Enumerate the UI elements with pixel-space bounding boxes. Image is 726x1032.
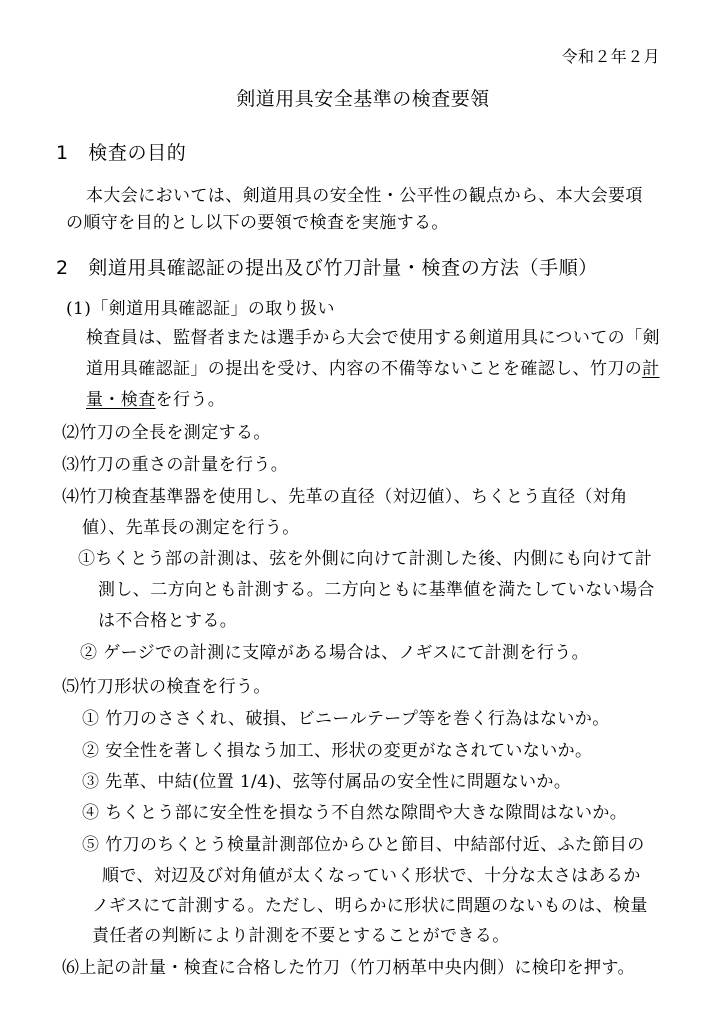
item1-title: (1)「剣道用具確認証」の取り扱い xyxy=(66,299,335,319)
item3-text: ⑶竹刀の重さの計量を行う。 xyxy=(62,455,289,475)
item4-sub2-line: ② ゲージでの計測に支障がある場合は、ノギスにて計測を行う。 xyxy=(80,643,590,663)
section2-heading: 2 剣道用具確認証の提出及び竹刀計量・検査の方法（手順） xyxy=(56,257,598,279)
item5-sub-line: 責任者の判断により計測を不要とすることができる。 xyxy=(92,926,510,946)
item5-sub-line: 順で、対辺及び対角値が太くなっていく形状で、十分な太さはあるか xyxy=(102,866,641,886)
item4-text-line: ⑷竹刀検査基準器を使用し、先革の直径（対辺値）、ちくとう直径（対角 xyxy=(62,487,628,507)
item1-text-line: 検査員は、監督者または選手から大会で使用する剣道用具についての「剣 xyxy=(86,328,660,348)
item5-text: ⑸竹刀形状の検査を行う。 xyxy=(62,677,271,697)
item4-sub1-line: ①ちくとう部の計測は、弦を外側に向けて計測した後、内側にも向けて計 xyxy=(78,549,653,569)
item5-sub-line: ノギスにて計測する。ただし、明らかに形状に問題のないものは、検量 xyxy=(92,896,648,916)
item5-sub-line: ⑤ 竹刀のちくとう検量計測部位からひと節目、中結部付近、ふた節目の xyxy=(82,835,645,855)
item5-sub-line: ② 安全性を著しく損なう加工、形状の変更がなされていないか。 xyxy=(82,741,593,761)
item6-text: ⑹上記の計量・検査に合格した竹刀（竹刀柄革中央内側）に検印を押す。 xyxy=(62,958,635,978)
item5-sub-line: ① 竹刀のささくれ、破損、ビニールテープ等を巻く行為はないか。 xyxy=(82,709,610,729)
item5-sub-line: ④ ちくとう部に安全性を損なう不自然な隙間や大きな隙間はないか。 xyxy=(82,803,628,823)
document-title: 剣道用具安全基準の検査要領 xyxy=(236,88,490,110)
item1-underlined-text: 量・検査 xyxy=(86,390,156,410)
document-date: 令和２年２月 xyxy=(561,47,660,66)
section1-heading: 1 検査の目的 xyxy=(56,142,187,164)
item5-sub-line: ③ 先革、中結(位置 1/4)、弦等付属品の安全性に問題ないか。 xyxy=(82,772,572,792)
section1-text-line: 本大会においては、剣道用具の安全性・公平性の観点から、本大会要項 xyxy=(86,186,643,206)
item4-sub1-line: 測し、二方向とも計測する。二方向ともに基準値を満たしていない場合 xyxy=(98,580,655,600)
item4-sub1-line: は不合格とする。 xyxy=(98,611,238,631)
item1-text-line xyxy=(86,389,225,411)
item2-text: ⑵竹刀の全長を測定する。 xyxy=(62,423,271,443)
item1-text-line xyxy=(86,358,660,380)
item1-underlined-text: 計 xyxy=(642,359,660,379)
item1-text-segment: を行う。 xyxy=(155,390,226,410)
section1-text-line: の順守を目的とし以下の要領で検査を実施する。 xyxy=(66,213,449,233)
item1-text-segment: 道用具確認証」の提出を受け、内容の不備等ないことを確認し、竹刀の xyxy=(86,359,643,379)
item4-text-line: 値）、先革長の測定を行う。 xyxy=(82,518,300,538)
